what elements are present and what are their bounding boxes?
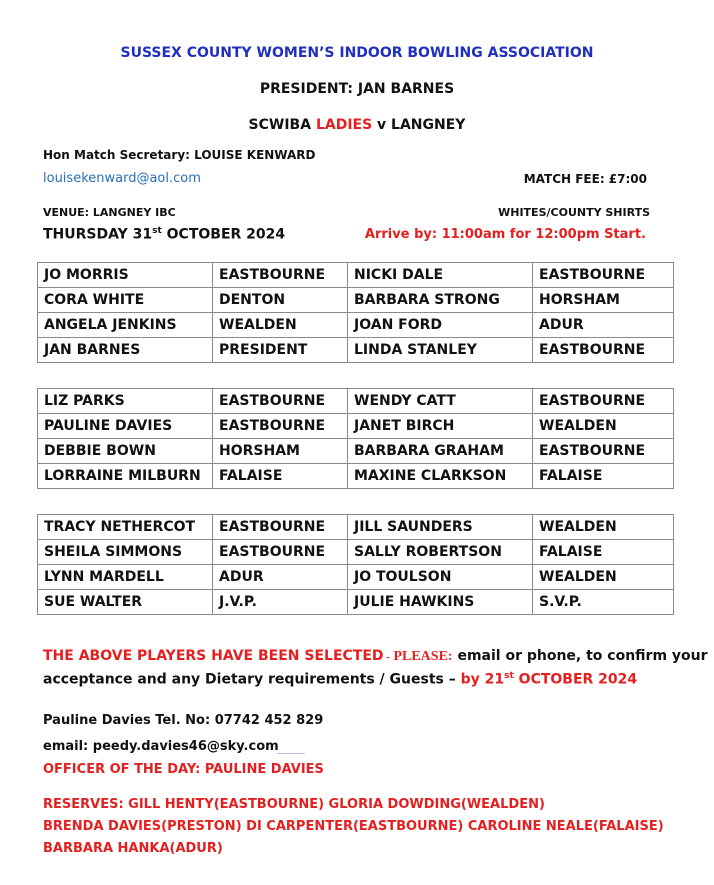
acceptance-text: acceptance and any Dietary requirements / Guests – bbox=[43, 671, 461, 688]
reserves-line-2: BRENDA DAVIES(PRESTON) DI CARPENTER(EASTBOURNE) CAROLINE NEALE(FALAISE) bbox=[43, 819, 664, 834]
match-title-pre: SCWIBA bbox=[248, 117, 316, 133]
player-club: EASTBOURNE bbox=[213, 414, 348, 439]
player-club: HORSHAM bbox=[213, 439, 348, 464]
player-name: SUE WALTER bbox=[38, 590, 213, 615]
player-club: DENTON bbox=[213, 288, 348, 313]
association-title: SUSSEX COUNTY WOMEN’S INDOOR BOWLING ASSOCIATION bbox=[120, 45, 594, 61]
please-text: PLEASE: bbox=[389, 649, 453, 664]
dash-text: - bbox=[383, 651, 390, 663]
match-secretary: Hon Match Secretary: LOUISE KENWARD bbox=[43, 148, 316, 162]
rink-table-3 bbox=[37, 514, 674, 615]
dress-code: WHITES/COUNTY SHIRTS bbox=[498, 206, 650, 219]
player-name: CORA WHITE bbox=[38, 288, 213, 313]
player-club: ADUR bbox=[213, 565, 348, 590]
player-club: S.V.P. bbox=[533, 590, 674, 615]
player-club: PRESIDENT bbox=[213, 338, 348, 363]
player-club: WEALDEN bbox=[213, 313, 348, 338]
player-name: MAXINE CLARKSON bbox=[348, 464, 533, 489]
player-name: JOAN FORD bbox=[348, 313, 533, 338]
player-club: EASTBOURNE bbox=[533, 338, 674, 363]
player-club: J.V.P. bbox=[213, 590, 348, 615]
table-row bbox=[38, 565, 674, 590]
player-club: FALAISE bbox=[533, 540, 674, 565]
contact-telephone: Pauline Davies Tel. No: 07742 452 829 bbox=[43, 713, 324, 728]
player-club: WEALDEN bbox=[533, 565, 674, 590]
player-name: BARBARA STRONG bbox=[348, 288, 533, 313]
table-row bbox=[38, 540, 674, 565]
table-row bbox=[38, 515, 674, 540]
selection-notice bbox=[43, 648, 708, 665]
secretary-email-link[interactable]: louisekenward@aol.com bbox=[43, 171, 201, 186]
player-club: FALAISE bbox=[213, 464, 348, 489]
deadline-pre: by 21 bbox=[460, 671, 505, 688]
table-row bbox=[38, 414, 674, 439]
table-row bbox=[38, 338, 674, 363]
player-name: BARBARA GRAHAM bbox=[348, 439, 533, 464]
match-title-post: v LANGNEY bbox=[372, 117, 466, 133]
match-date-post: OCTOBER 2024 bbox=[161, 226, 286, 243]
president-line: PRESIDENT: JAN BARNES bbox=[259, 81, 455, 97]
player-club: EASTBOURNE bbox=[213, 515, 348, 540]
instruction-text: email or phone, to confirm your bbox=[452, 648, 708, 664]
player-club: FALAISE bbox=[533, 464, 674, 489]
table-row bbox=[38, 464, 674, 489]
player-name: LINDA STANLEY bbox=[348, 338, 533, 363]
table-row bbox=[38, 439, 674, 464]
match-fee: MATCH FEE: £7:00 bbox=[523, 172, 647, 186]
player-name: PAULINE DAVIES bbox=[38, 414, 213, 439]
player-club: EASTBOURNE bbox=[213, 389, 348, 414]
match-title-ladies: LADIES bbox=[315, 117, 373, 133]
venue: VENUE: LANGNEY IBC bbox=[43, 206, 176, 219]
table-row bbox=[38, 288, 674, 313]
match-date bbox=[43, 226, 285, 243]
player-name: JO TOULSON bbox=[348, 565, 533, 590]
table-row bbox=[38, 389, 674, 414]
match-date-pre: THURSDAY 31 bbox=[43, 226, 153, 243]
player-name: WENDY CATT bbox=[348, 389, 533, 414]
deadline-sup: st bbox=[504, 671, 514, 681]
officer-of-the-day: OFFICER OF THE DAY: PAULINE DAVIES bbox=[43, 762, 324, 777]
player-name: JANET BIRCH bbox=[348, 414, 533, 439]
match-title bbox=[0, 117, 714, 133]
rink-table-1 bbox=[37, 262, 674, 363]
player-club: ADUR bbox=[533, 313, 674, 338]
player-club: WEALDEN bbox=[533, 515, 674, 540]
deadline-post: OCTOBER 2024 bbox=[513, 671, 638, 688]
table-row bbox=[38, 313, 674, 338]
email-underline bbox=[277, 753, 305, 754]
player-name: TRACY NETHERCOT bbox=[38, 515, 213, 540]
rink-table-2 bbox=[37, 388, 674, 489]
player-name: SALLY ROBERTSON bbox=[348, 540, 533, 565]
reserves-line-1: RESERVES: GILL HENTY(EASTBOURNE) GLORIA DOWDING(WEALDEN) bbox=[43, 797, 545, 812]
player-name: LORRAINE MILBURN bbox=[38, 464, 213, 489]
table-row bbox=[38, 590, 674, 615]
player-club: EASTBOURNE bbox=[213, 263, 348, 288]
player-name: ANGELA JENKINS bbox=[38, 313, 213, 338]
player-club: EASTBOURNE bbox=[213, 540, 348, 565]
player-club: EASTBOURNE bbox=[533, 439, 674, 464]
player-name: LIZ PARKS bbox=[38, 389, 213, 414]
player-name: DEBBIE BOWN bbox=[38, 439, 213, 464]
arrival-time: Arrive by: 11:00am for 12:00pm Start. bbox=[364, 227, 646, 242]
player-name: JAN BARNES bbox=[38, 338, 213, 363]
player-club: EASTBOURNE bbox=[533, 389, 674, 414]
selection-notice-line2 bbox=[43, 671, 637, 688]
selected-text: THE ABOVE PLAYERS HAVE BEEN SELECTED bbox=[43, 648, 384, 664]
player-name: JO MORRIS bbox=[38, 263, 213, 288]
player-name: NICKI DALE bbox=[348, 263, 533, 288]
player-name: JULIE HAWKINS bbox=[348, 590, 533, 615]
player-name: SHEILA SIMMONS bbox=[38, 540, 213, 565]
player-club: WEALDEN bbox=[533, 414, 674, 439]
match-date-sup: st bbox=[152, 226, 162, 236]
player-name: LYNN MARDELL bbox=[38, 565, 213, 590]
table-row bbox=[38, 263, 674, 288]
player-name: JILL SAUNDERS bbox=[348, 515, 533, 540]
player-club: EASTBOURNE bbox=[533, 263, 674, 288]
contact-email: email: peedy.davies46@sky.com bbox=[43, 739, 279, 754]
player-club: HORSHAM bbox=[533, 288, 674, 313]
reserves-line-3: BARBARA HANKA(ADUR) bbox=[43, 841, 223, 856]
